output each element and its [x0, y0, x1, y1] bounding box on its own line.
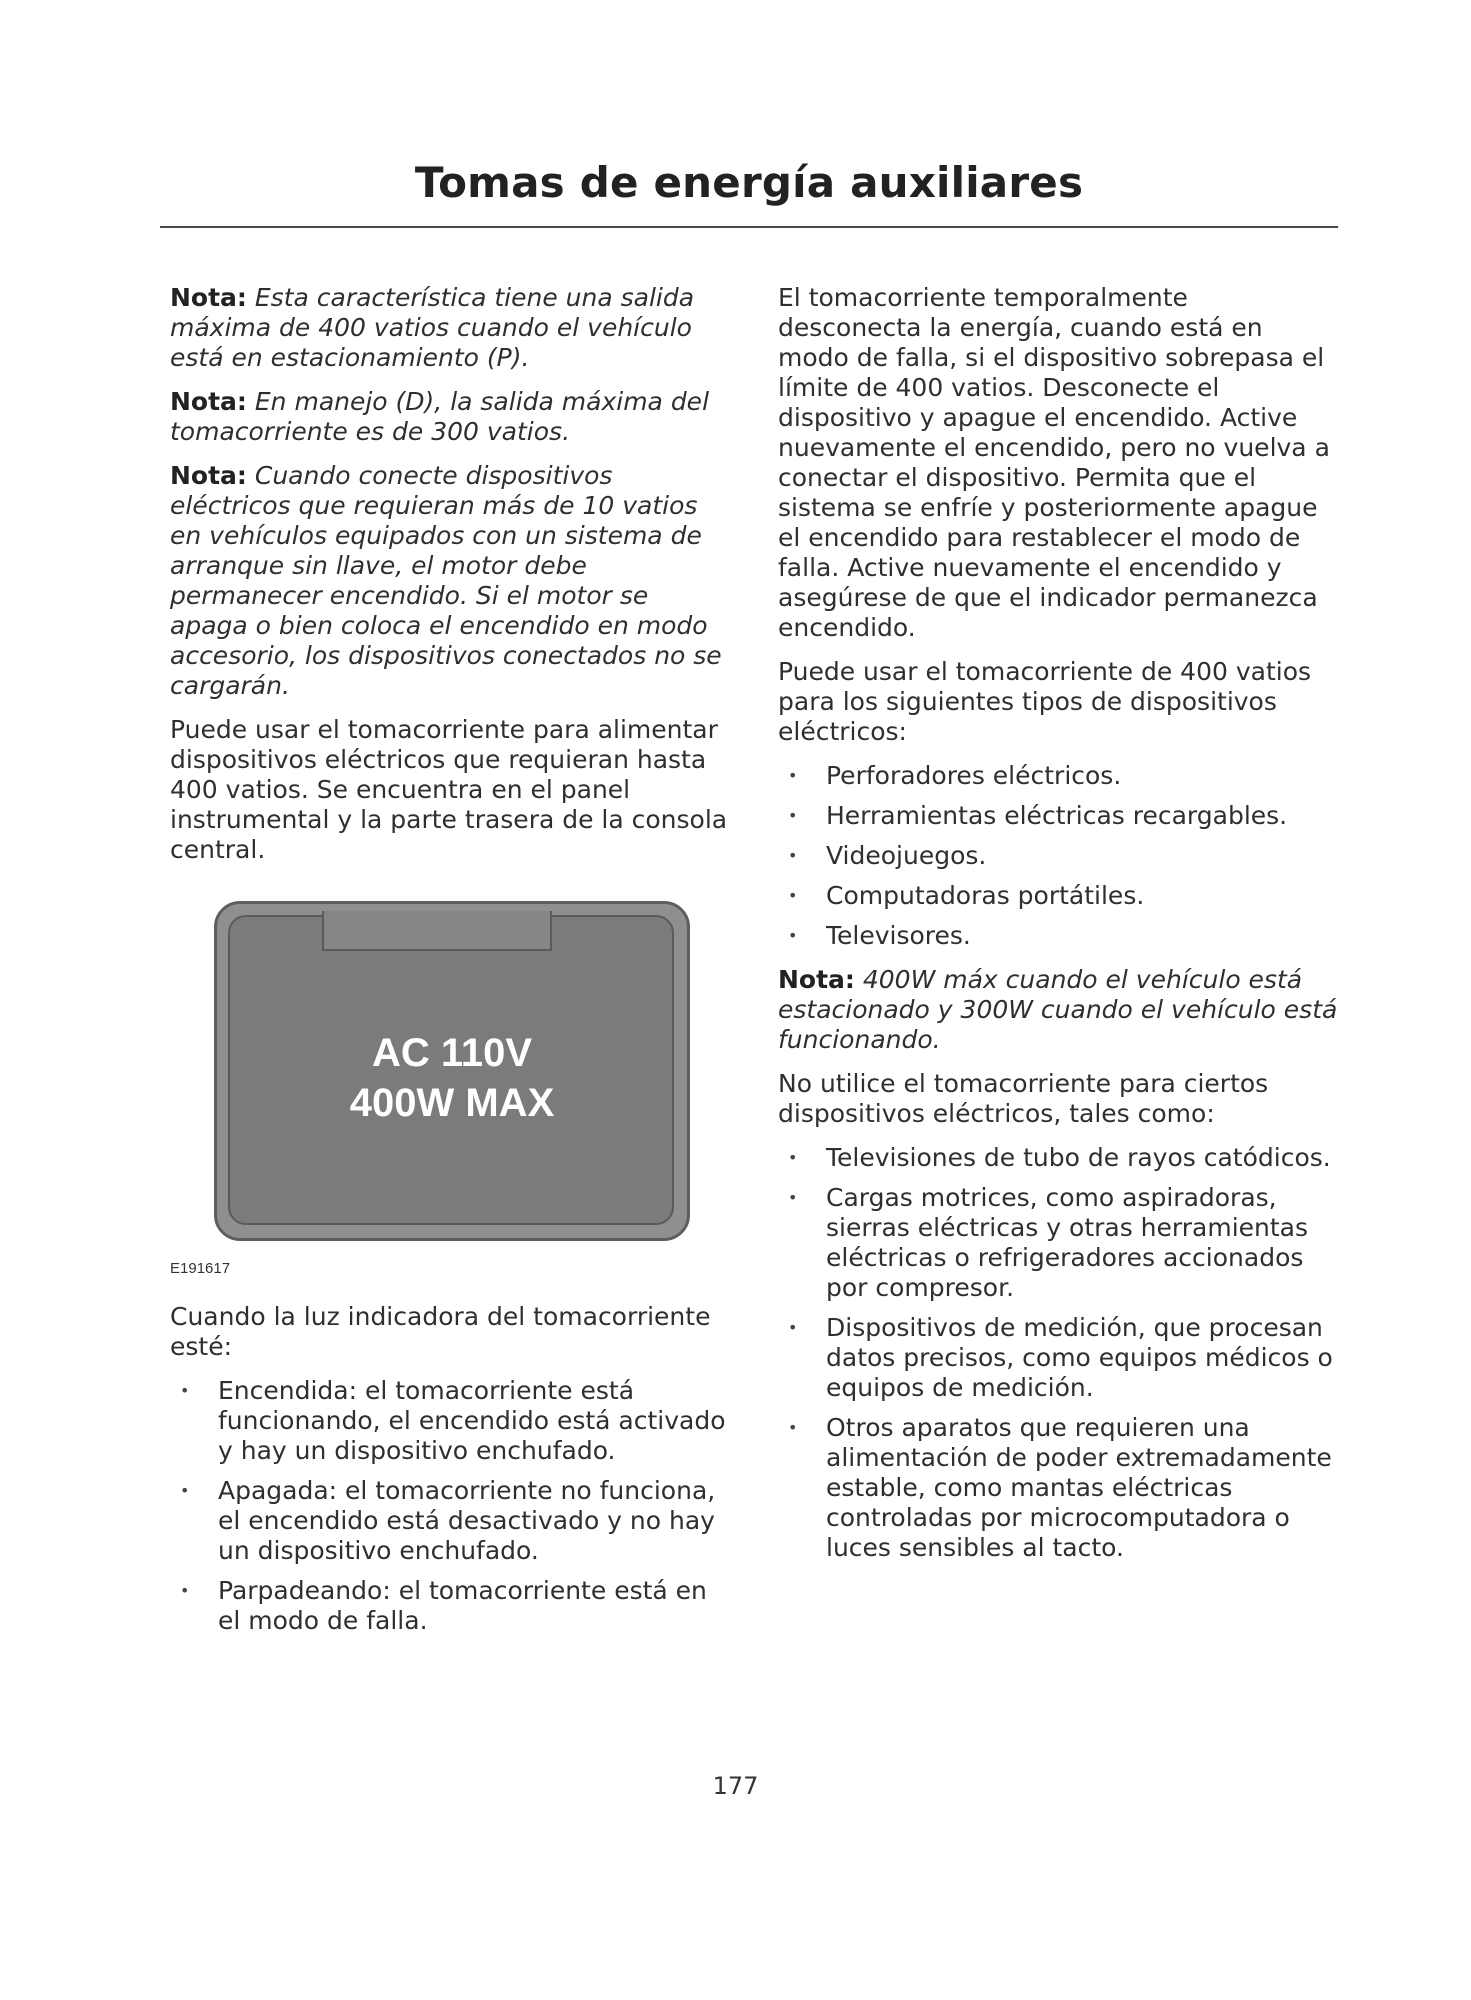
paragraph-indicator-intro: Cuando la luz indicadora del tomacorriente esté: [170, 1302, 711, 1361]
note-max-output-park [170, 283, 730, 373]
note-text: Esta característica tiene una salida máxima de 400 vatios cuando el vehículo está en estacionamiento (P). [170, 283, 695, 372]
note-text: Cuando conecte dispositivos eléctricos que requieran más de 10 vatios en vehículos equipados con un sistema de arranque sin llave, el motor debe permanecer encendido. Si el motor se apaga o bien coloca el encendido en modo accesorio, los dispositivos conectados no se cargarán. [170, 461, 722, 700]
outlet-wattage-label: 400W MAX [349, 1081, 555, 1125]
list-item: • Cargas motrices, como aspiradoras, sierras eléctricas y otras herramientas eléctricas o refrigeradores accionados por compresor. [778, 1183, 1338, 1303]
note-label: Nota: [170, 387, 247, 416]
outlet-cover-tab [322, 911, 552, 951]
left-column [170, 283, 730, 1650]
page-number: 177 [712, 1772, 759, 1800]
note-text: 400W máx cuando el vehículo está estacionado y 300W cuando el vehículo está funcionando. [778, 965, 1338, 1054]
power-outlet-illustration [214, 901, 694, 1246]
list-item: • Otros aparatos que requieren una alimentación de poder extremadamente estable, como mantas eléctricas controladas por microcomputadora o luces sensibles al tacto. [778, 1413, 1338, 1563]
list-item: • Televisores. [778, 921, 1338, 951]
list-item: • Perforadores eléctricos. [778, 761, 1338, 791]
list-item: • Televisiones de tubo de rayos catódicos. [778, 1143, 1338, 1173]
paragraph-allowed-intro: Puede usar el tomacorriente de 400 vatios para los siguientes tipos de dispositivos eléctricos: [778, 657, 1312, 746]
list-item: • Videojuegos. [778, 841, 1338, 871]
note-keyless-engine [170, 461, 730, 701]
list-item: • Parpadeando: el tomacorriente está en el modo de falla. [170, 1576, 730, 1636]
disallowed-devices-list [778, 1143, 1338, 1563]
list-item: • Computadoras portátiles. [778, 881, 1338, 911]
paragraph-fault-mode: El tomacorriente temporalmente desconecta la energía, cuando está en modo de falla, si el dispositivo sobrepasa el límite de 400 vatios. Desconecte el dispositivo y apague el encendido. Active nuevamente el encendido, pero no vuelva a conectar el dispositivo. Permita que el sistema se enfríe y posteriormente apague el encendido para restablecer el modo de falla. Active nuevamente el encendido y asegúrese de que el indicador permanezca encendido. [778, 283, 1330, 642]
paragraph-outlet-location: Puede usar el tomacorriente para alimentar dispositivos eléctricos que requieran hasta 400 vatios. Se encuentra en el panel instrumental y la parte trasera de la consola central. [170, 715, 728, 864]
list-item: • Dispositivos de medición, que procesan datos precisos, como equipos médicos o equipos de medición. [778, 1313, 1338, 1403]
page-title: Tomas de energía auxiliares [414, 158, 1084, 207]
right-column [778, 283, 1338, 1577]
note-label: Nota: [170, 283, 247, 312]
paragraph-disallowed-intro: No utilice el tomacorriente para ciertos dispositivos eléctricos, tales como: [778, 1069, 1269, 1128]
note-label: Nota: [778, 965, 855, 994]
list-item: • Apagada: el tomacorriente no funciona, el encendido está desactivado y no hay un dispositivo enchufado. [170, 1476, 730, 1566]
list-item: • Encendida: el tomacorriente está funcionando, el encendido está activado y hay un dispositivo enchufado. [170, 1376, 730, 1466]
note-max-output-drive [170, 387, 730, 447]
allowed-devices-list [778, 761, 1338, 951]
figure-caption: E191617 [170, 1260, 231, 1277]
note-max-watts [778, 965, 1338, 1055]
title-divider [160, 226, 1338, 228]
note-label: Nota: [170, 461, 247, 490]
outlet-voltage-label: AC 110V [371, 1031, 533, 1075]
note-text: En manejo (D), la salida máxima del tomacorriente es de 300 vatios. [170, 387, 710, 446]
indicator-states-list [170, 1376, 730, 1636]
list-item: • Herramientas eléctricas recargables. [778, 801, 1338, 831]
